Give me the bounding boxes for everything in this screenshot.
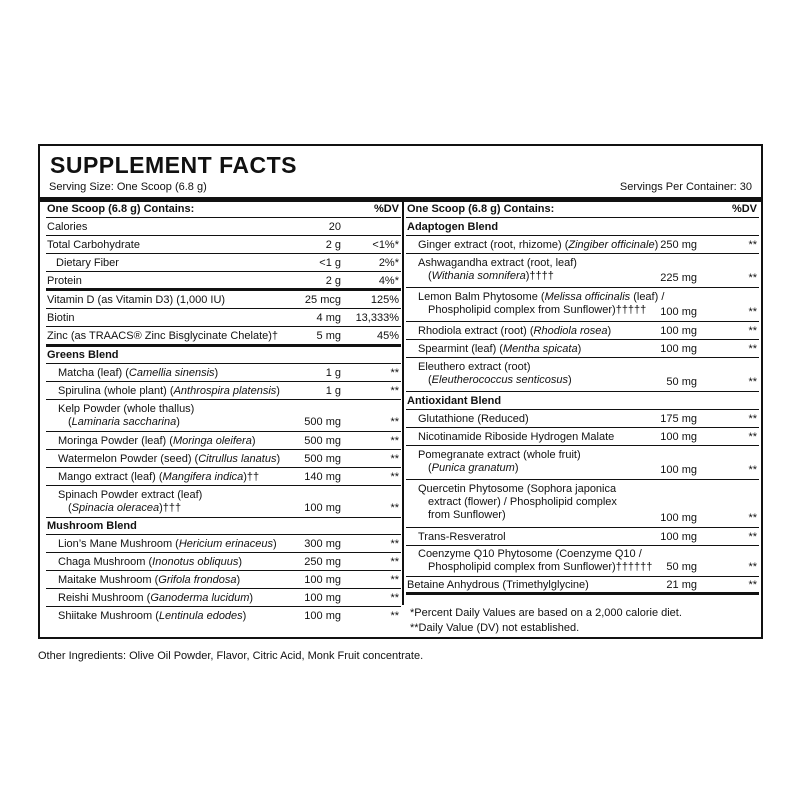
ingredient-row-spirulina: Spirulina (whole plant) (Anthrospira platensis) 1 g ** xyxy=(46,382,401,400)
footnote-dv-not-established: **Daily Value (DV) not established. xyxy=(410,622,580,634)
ingredient-row-watermelon: Watermelon Powder (seed) (Citrullus lanatus) 500 mg ** xyxy=(46,450,401,468)
ingredient-row-spinach: Spinach Powder extract (leaf) (Spinacia oleracea)††† 100 mg ** xyxy=(46,486,401,518)
greens-blend-header: Greens Blend xyxy=(46,347,401,364)
nutrient-row-protein: Protein 2 g 4%* xyxy=(46,272,401,291)
supplement-facts-panel xyxy=(38,144,763,639)
ingredient-row-rhodiola: Rhodiola extract (root) (Rhodiola rosea) 100 mg ** xyxy=(406,322,759,340)
ingredient-row-glutathione: Glutathione (Reduced) 175 mg ** xyxy=(406,410,759,428)
ingredient-row-ashwagandha: Ashwagandha extract (root, leaf) (Withania somnifera)†††† 225 mg ** xyxy=(406,254,759,288)
adaptogen-blend-header: Adaptogen Blend xyxy=(406,218,759,236)
ingredient-row-shiitake: Shiitake Mushroom (Lentinula edodes) 100 mg ** xyxy=(58,610,399,622)
footnotes xyxy=(410,606,682,636)
ingredient-row-lemon-balm: Lemon Balm Phytosome (Melissa officinalis (leaf) / Phospholipid complex from Sunflower)††††† 100 mg ** xyxy=(406,288,759,322)
serving-size: Serving Size: One Scoop (6.8 g) xyxy=(49,181,207,193)
left-header: One Scoop (6.8 g) Contains: %DV xyxy=(46,202,401,218)
ingredient-row-quercetin: Quercetin Phytosome (Sophora japonica extract (flower) / Phospholipid complex from Sunflower) 100 mg ** xyxy=(406,480,759,528)
right-header: One Scoop (6.8 g) Contains: %DV xyxy=(406,202,759,218)
mushroom-blend-header: Mushroom Blend xyxy=(46,518,401,535)
column-divider xyxy=(402,202,404,605)
ingredient-row-kelp: Kelp Powder (whole thallus) (Laminaria saccharina) 500 mg ** xyxy=(46,400,401,432)
ingredient-row-lions-mane: Lion’s Mane Mushroom (Hericium erinaceus) 300 mg ** xyxy=(46,535,401,553)
ingredient-row-pomegranate: Pomegranate extract (whole fruit) (Punica granatum) 100 mg ** xyxy=(406,446,759,480)
left-column xyxy=(46,202,401,625)
nutrient-row-dietary-fiber: Dietary Fiber <1 g 2%* xyxy=(46,254,401,272)
ingredient-row-betaine: Betaine Anhydrous (Trimethylglycine) 21 mg ** xyxy=(406,577,759,595)
ingredient-row-chaga: Chaga Mushroom (Inonotus obliquus) 250 mg ** xyxy=(46,553,401,571)
nutrient-row-zinc: Zinc (as TRAACS® Zinc Bisglycinate Chelate)† 5 mg 45% xyxy=(46,327,401,347)
ingredient-row-moringa: Moringa Powder (leaf) (Moringa oleifera) 500 mg ** xyxy=(46,432,401,450)
ingredient-row-coq10: Coenzyme Q10 Phytosome (Coenzyme Q10 / Phospholipid complex from Sunflower)†††††† 50 mg ** xyxy=(406,546,759,577)
footnote-percent-dv: *Percent Daily Values are based on a 2,000 calorie diet. xyxy=(410,607,682,619)
other-ingredients: Other Ingredients: Olive Oil Powder, Flavor, Citric Acid, Monk Fruit concentrate. xyxy=(38,650,424,662)
ingredient-row-ginger: Ginger extract (root, rhizome) (Zingiber officinale) 250 mg ** xyxy=(406,236,759,254)
nutrient-row-biotin: Biotin 4 mg 13,333% xyxy=(46,309,401,327)
ingredient-row-matcha: Matcha (leaf) (Camellia sinensis) 1 g ** xyxy=(46,364,401,382)
nutrient-row-calories: Calories 20 xyxy=(46,218,401,236)
antioxidant-blend-header: Antioxidant Blend xyxy=(406,392,759,410)
right-column xyxy=(406,202,759,595)
ingredient-row-mango: Mango extract (leaf) (Mangifera indica)†† 140 mg ** xyxy=(46,468,401,486)
ingredient-row-reishi: Reishi Mushroom (Ganoderma lucidum) 100 mg ** xyxy=(46,589,401,607)
ingredient-row-nicotinamide-riboside: Nicotinamide Riboside Hydrogen Malate 100 mg ** xyxy=(406,428,759,446)
panel-title: SUPPLEMENT FACTS xyxy=(50,152,297,178)
ingredient-row-trans-resveratrol: Trans-Resveratrol 100 mg ** xyxy=(406,528,759,546)
nutrient-row-total-carbohydrate: Total Carbohydrate 2 g <1%* xyxy=(46,236,401,254)
ingredient-row-maitake: Maitake Mushroom (Grifola frondosa) 100 mg ** xyxy=(46,571,401,589)
ingredient-row-eleuthero: Eleuthero extract (root) (Eleutherococcus senticosus) 50 mg ** xyxy=(406,358,759,392)
ingredient-row-spearmint: Spearmint (leaf) (Mentha spicata) 100 mg ** xyxy=(406,340,759,358)
servings-per-container: Servings Per Container: 30 xyxy=(619,181,752,193)
nutrient-row-vitamin-d: Vitamin D (as Vitamin D3) (1,000 IU) 25 mcg 125% xyxy=(46,291,401,309)
